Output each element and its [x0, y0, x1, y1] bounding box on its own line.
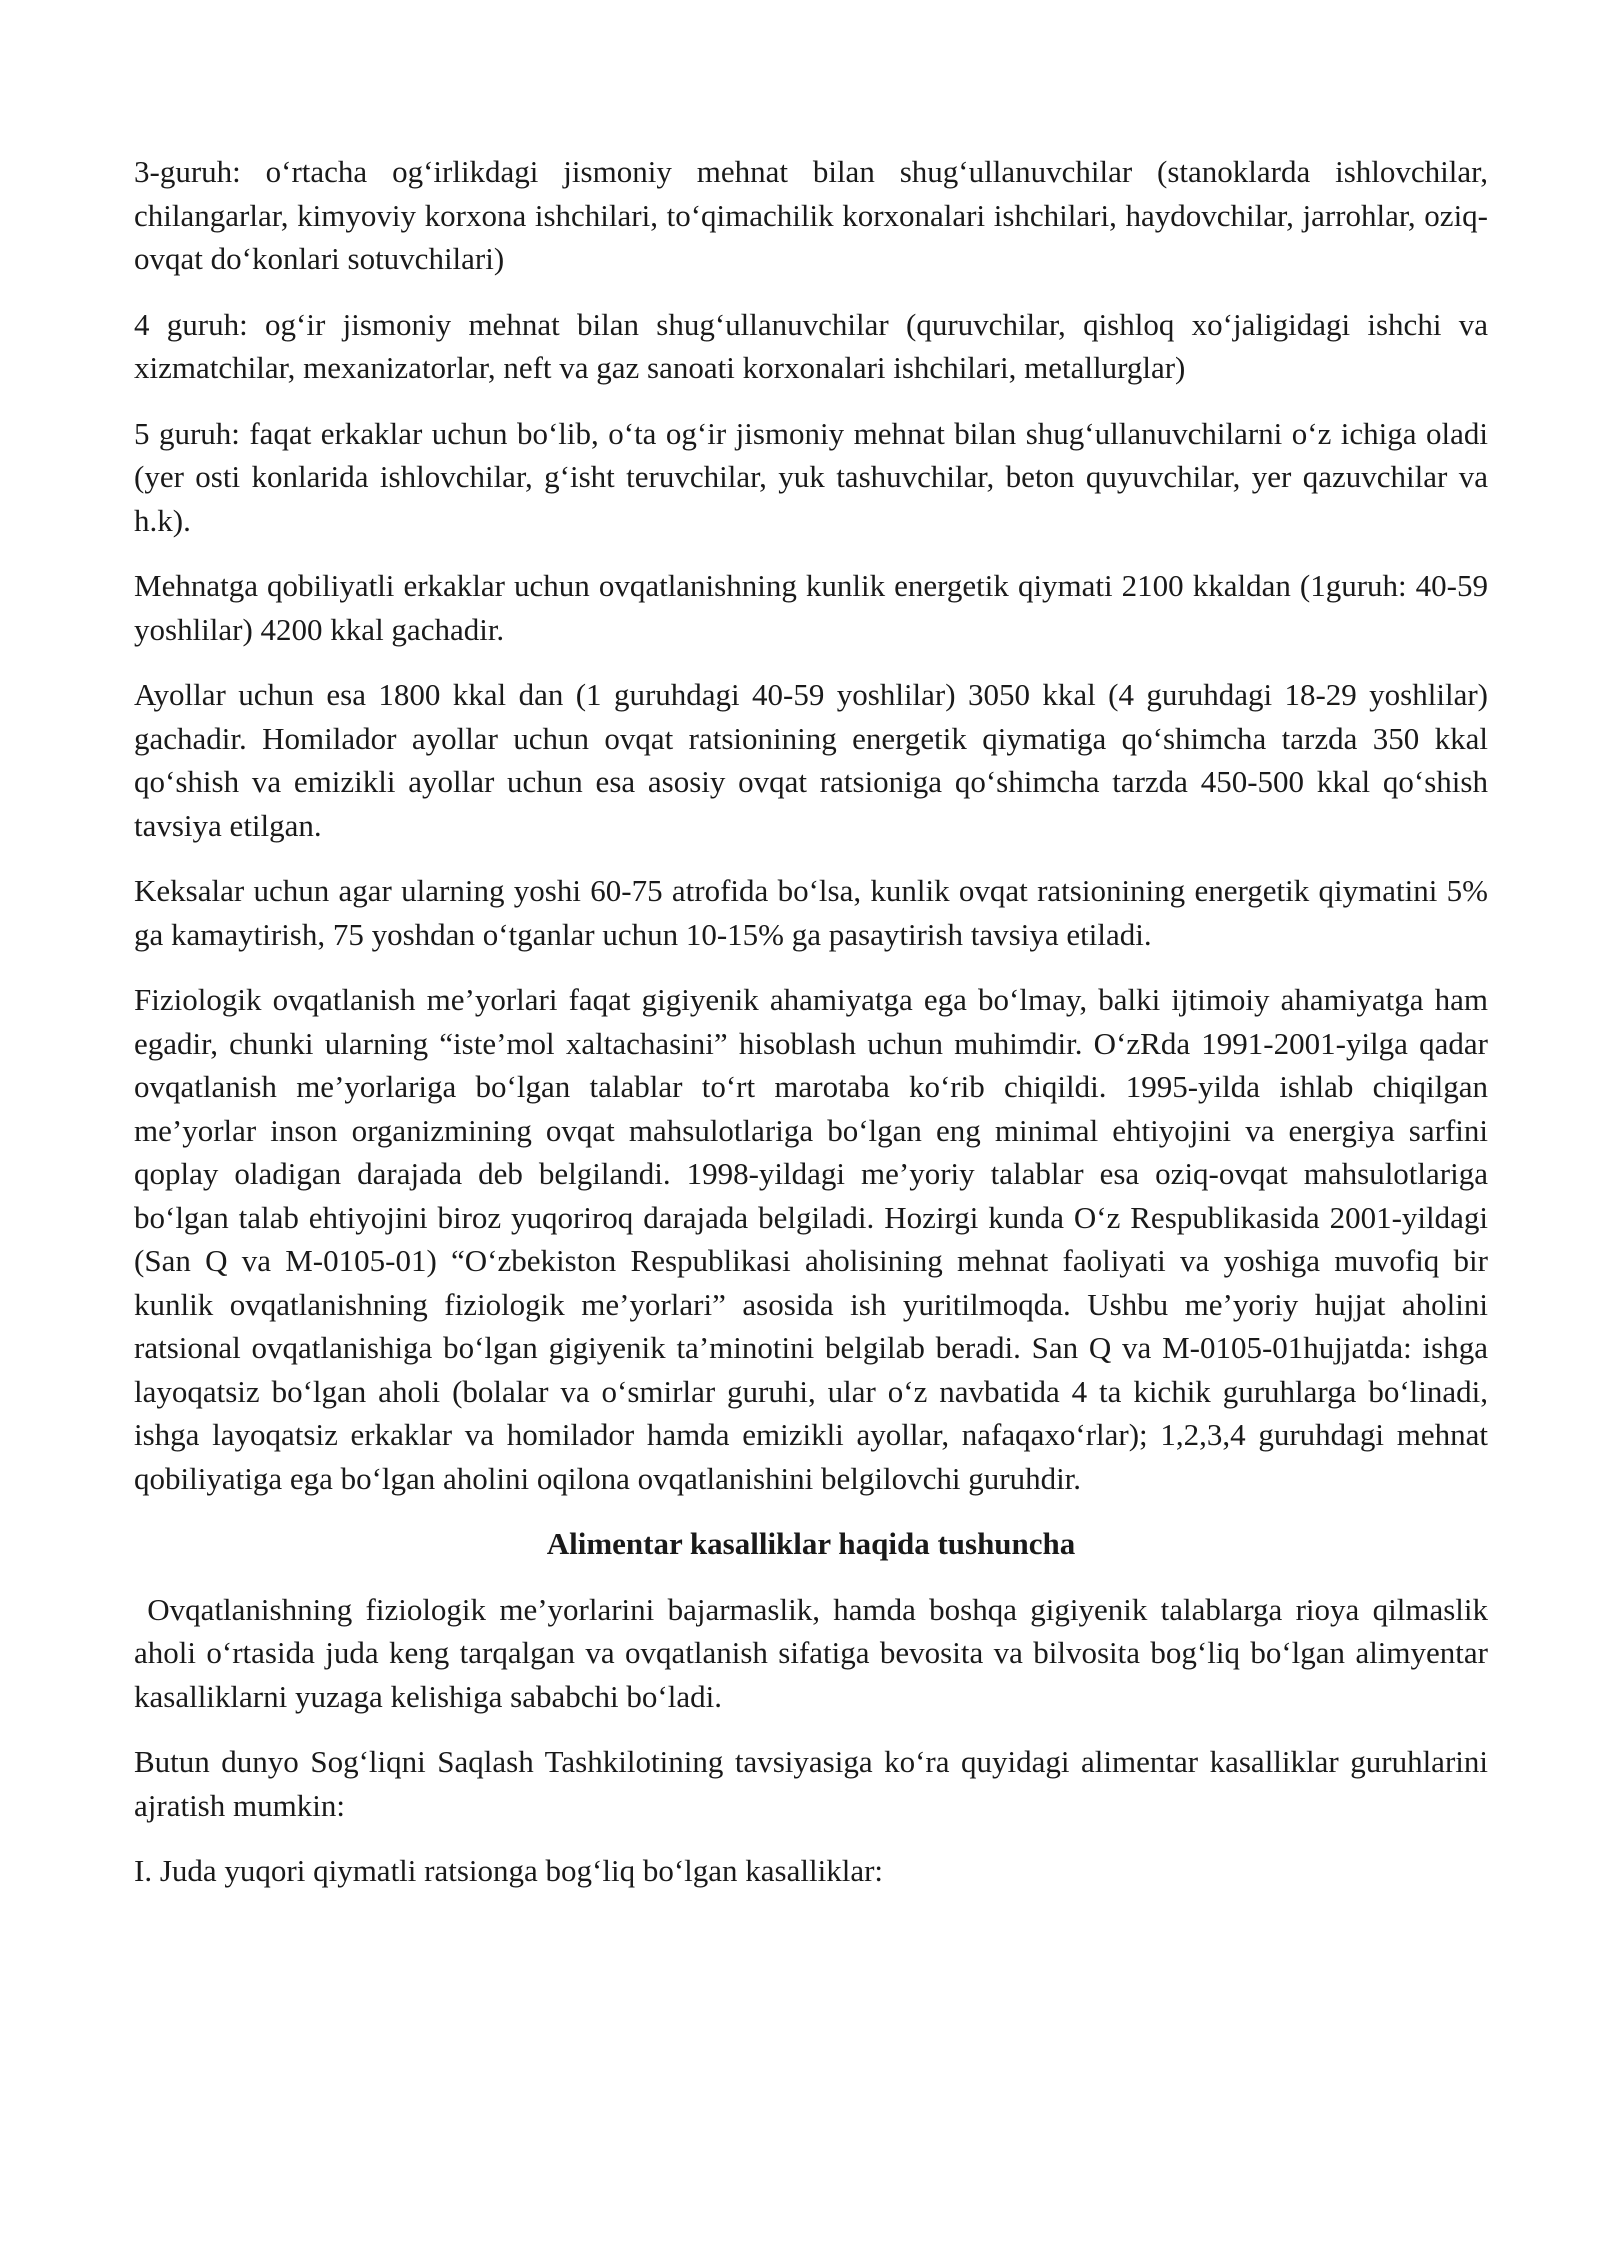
paragraph-who-groups: Butun dunyo Sog‘liqni Saqlash Tashkilotining tavsiyasiga ko‘ra quyidagi alimentar kasalliklar guruhlarini ajratish mumkin:	[134, 1744, 1488, 1823]
paragraph-men-energy: Mehnatga qobiliyatli erkaklar uchun ovqatlanishning kunlik energetik qiymati 2100 kkaldan (1guruh: 40-59 yoshlilar) 4200 kkal gachadir.	[134, 568, 1488, 647]
paragraph-group-4: 4 guruh: og‘ir jismoniy mehnat bilan shug‘ullanuvchilar (quruvchilar, qishloq xo‘jaligidagi ishchi va xizmatchilar, mexanizatorlar, neft va gaz sanoati korxonalari ishchilari, metallurglar)	[134, 306, 1488, 385]
paragraph-women-energy: Ayollar uchun esa 1800 kkal dan (1 guruhdagi 40-59 yoshlilar) 3050 kkal (4 guruhdagi 18-29 yoshlilar) gachadir. Homilador ayollar uchun ovqat ratsionining energetik qiymatiga qo‘shimcha tarzda 350 kkal qo‘shish va emizikli ayollar uchun esa asosiy ovqat ratsioniga qo‘shimcha tarzda 450-500 kkal qo‘shish tavsiya etilgan.	[134, 677, 1488, 843]
paragraph-list-item-1: I. Juda yuqori qiymatli ratsionga bog‘liq bo‘lgan kasalliklar:	[134, 1853, 884, 1888]
paragraph-elderly-energy: Keksalar uchun agar ularning yoshi 60-75 atrofida bo‘lsa, kunlik ovqat ratsionining energetik qiymatini 5% ga kamaytirish, 75 yoshdan o‘tganlar uchun 10-15% ga pasaytirish tavsiya etiladi.	[134, 873, 1488, 952]
paragraph-physiological-norms: Fiziologik ovqatlanish me’yorlari faqat gigiyenik ahamiyatga ega bo‘lmay, balki ijtimoiy ahamiyatga ham egadir, chunki ularning “iste’mol xaltachasini” hisoblash uchun muhimdir. O‘zRda 1991-2001-yilga qadar ovqatlanish me’yorlariga bo‘lgan talablar to‘rt marotaba ko‘rib chiqildi. 1995-yilda ishlab chiqilgan me’yorlar inson organizmining ovqat mahsulotlariga bo‘lgan eng minimal ehtiyojini va energiya sarfini qoplay oladigan darajada deb belgilandi. 1998-yildagi me’yoriy talablar esa oziq-ovqat mahsulotlariga bo‘lgan talab ehtiyojini biroz yuqoriroq darajada belgiladi. Hozirgi kunda O‘z Respublikasida 2001-yildagi (San Q va M-0105-01) “O‘zbekiston Respublikasi aholisining mehnat faoliyati va yoshiga muvofiq bir kunlik ovqatlanishning fiziologik me’yorlari” asosida ish yuritilmoqda. Ushbu me’yoriy hujjat aholini ratsional ovqatlanishiga bo‘lgan gigiyenik ta’minotini belgilab beradi. San Q va M-0105-01hujjatda: ishga layoqatsiz bo‘lgan aholi (bolalar va o‘smirlar guruhi, ular o‘z navbatida 4 ta kichik guruhlarga bo‘linadi, ishga layoqatsiz erkaklar va homilador hamda emizikli ayollar, nafaqaxo‘rlar); 1,2,3,4 guruhdagi mehnat qobiliyatiga ega bo‘lgan aholini oqilona ovqatlanishini belgilovchi guruhdir.	[134, 982, 1488, 1496]
paragraph-group-3: 3-guruh: o‘rtacha og‘irlikdagi jismoniy mehnat bilan shug‘ullanuvchilar (stanoklarda ishlovchilar, chilangarlar, kimyoviy korxona ishchilari, to‘qimachilik korxonalari ishchilari, haydovchilar, jarrohlar, oziq-ovqat do‘konlari sotuvchilari)	[134, 154, 1488, 276]
paragraph-alimentary-intro: Ovqatlanishning fiziologik me’yorlarini bajarmaslik, hamda boshqa gigiyenik talablarga rioya qilmaslik aholi o‘rtasida juda keng tarqalgan va ovqatlanish sifatiga bevosita va bilvosita bog‘liq bo‘lgan alimyentar kasalliklarni yuzaga kelishiga sababchi bo‘ladi.	[134, 1591, 1496, 1714]
section-heading: Alimentar kasalliklar haqida tushuncha	[546, 1526, 1076, 1561]
document-page	[134, 150, 1496, 1915]
paragraph-group-5: 5 guruh: faqat erkaklar uchun bo‘lib, o‘ta og‘ir jismoniy mehnat bilan shug‘ullanuvchilarni o‘z ichiga oladi (yer osti konlarida ishlovchilar, g‘isht teruvchilar, yuk tashuvchilar, beton quyuvchilar, yer qazuvchilar va h.k).	[134, 415, 1488, 538]
